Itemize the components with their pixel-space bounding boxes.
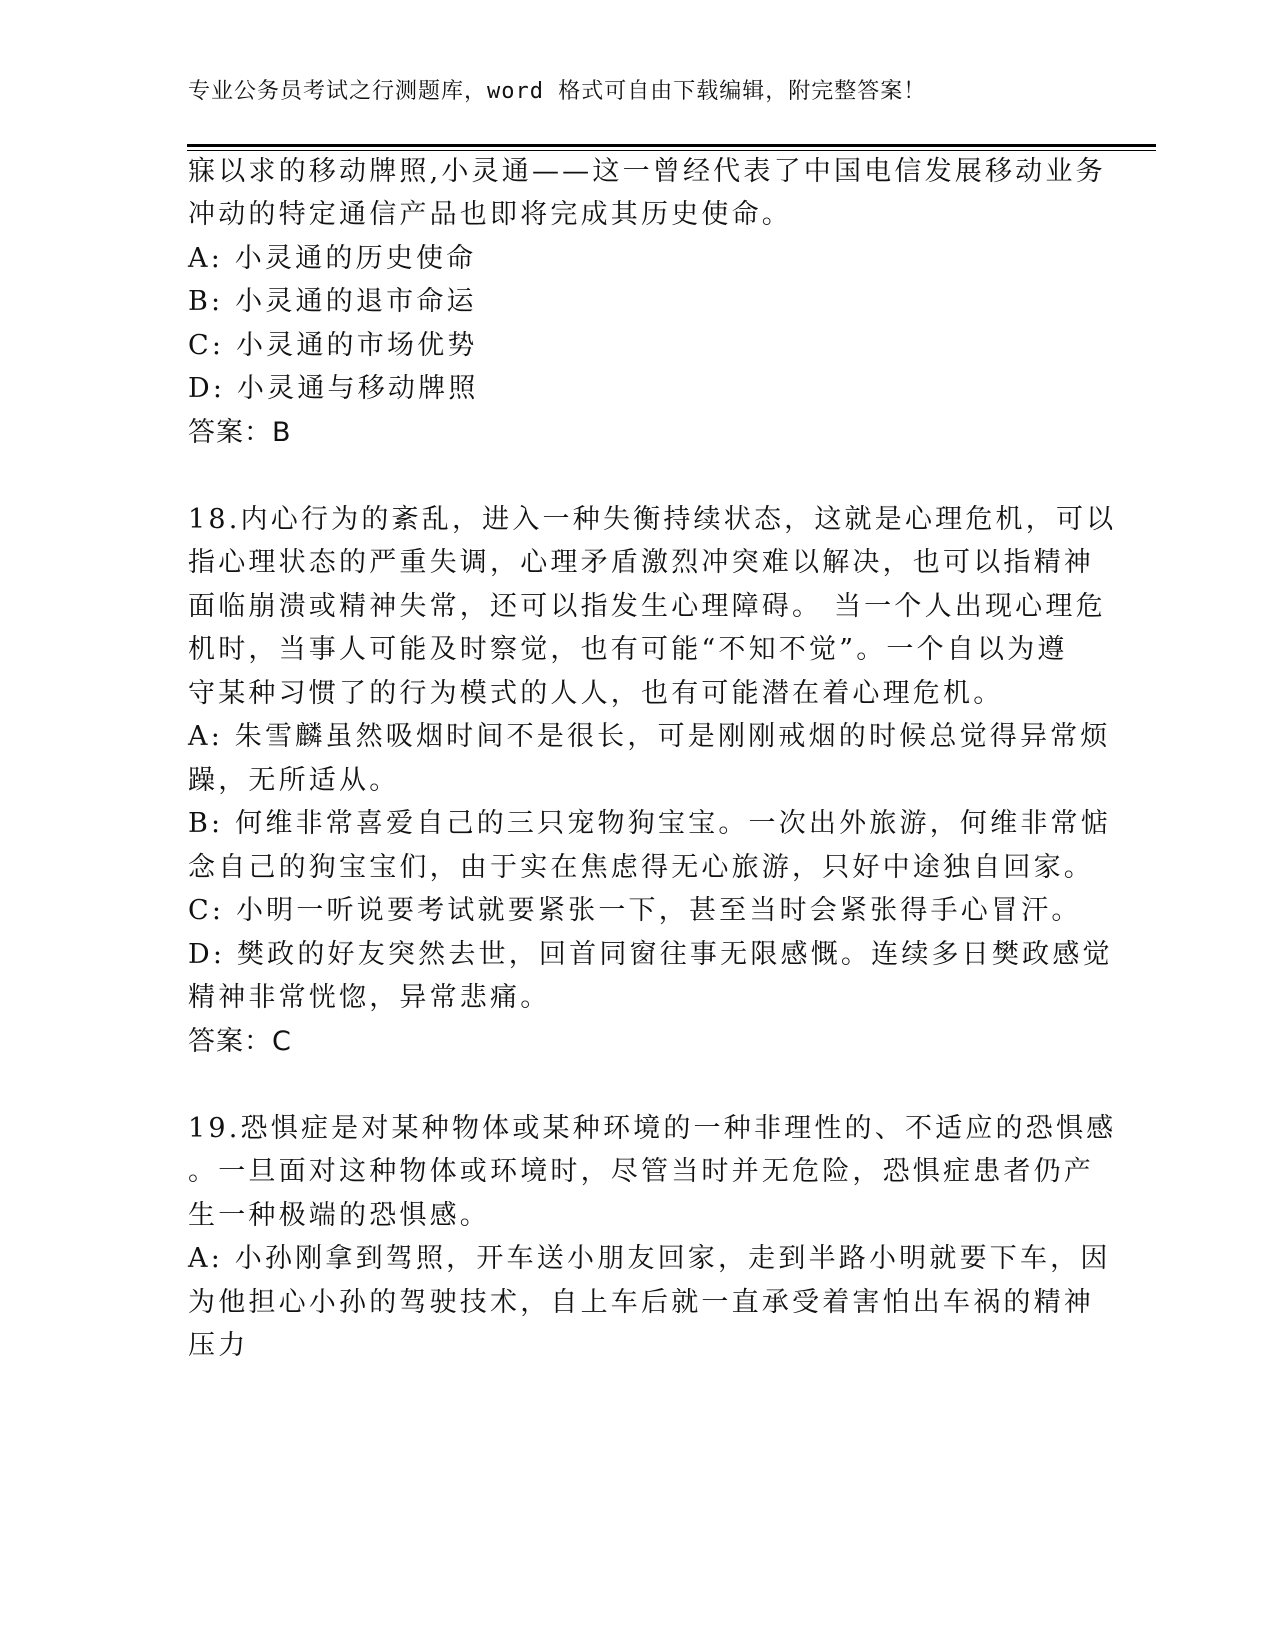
option-c: C: 小明一听说要考试就要紧张一下，甚至当时会紧张得手心冒汗。 [188, 895, 1082, 926]
option-a-cont: 躁，无所适从。 [188, 765, 400, 796]
body-line: 冲动的特定通信产品也即将完成其历史使命。 [188, 199, 792, 230]
option-a-cont: 压力 [188, 1330, 249, 1361]
option-c: C: 小灵通的市场优势 [188, 330, 478, 361]
page-header: 专业公务员考试之行测题库，word 格式可自由下载编辑，附完整答案！ [188, 79, 927, 104]
header-rule-thin [187, 150, 1156, 151]
body-line: 生一种极端的恐惧感。 [188, 1200, 490, 1231]
option-d: D: 小灵通与移动牌照 [188, 373, 479, 404]
body-line: 指心理状态的严重失调，心理矛盾激烈冲突难以解决，也可以指精神 [188, 547, 1094, 578]
option-b: B: 小灵通的退市命运 [188, 286, 477, 317]
option-d: D: 樊政的好友突然去世，回首同窗往事无限感慨。连续多日樊政感觉 [188, 939, 1113, 970]
body-line: 机时，当事人可能及时察觉，也有可能“不知不觉”。一个自以为遵 [188, 634, 1068, 665]
option-b: B: 何维非常喜爱自己的三只宠物狗宝宝。一次出外旅游，何维非常惦 [188, 808, 1111, 839]
answer: 答案：B [188, 417, 292, 448]
body-line: 寐以求的移动牌照,小灵通——这一曾经代表了中国电信发展移动业务 [188, 156, 1106, 187]
option-a-cont: 为他担心小孙的驾驶技术，自上车后就一直承受着害怕出车祸的精神 [188, 1287, 1094, 1318]
answer: 答案：C [188, 1026, 292, 1057]
body-line: 面临崩溃或精神失常，还可以指发生心理障碍。 当一个人出现心理危 [188, 591, 1106, 622]
option-d-cont: 精神非常恍惚，异常悲痛。 [188, 982, 551, 1013]
option-b-cont: 念自己的狗宝宝们，由于实在焦虑得无心旅游，只好中途独自回家。 [188, 852, 1094, 883]
question-19: 19.恐惧症是对某种物体或某种环境的一种非理性的、不适应的恐惧感 [188, 1113, 1117, 1144]
body-line: 。一旦面对这种物体或环境时，尽管当时并无危险，恐惧症患者仍产 [188, 1156, 1094, 1187]
question-18: 18.内心行为的紊乱，进入一种失衡持续状态，这就是心理危机，可以 [188, 504, 1117, 535]
option-a: A: 朱雪麟虽然吸烟时间不是很长，可是刚刚戒烟的时候总觉得异常烦 [188, 721, 1111, 752]
option-a: A: 小灵通的历史使命 [188, 243, 477, 274]
body-line: 守某种习惯了的行为模式的人人，也有可能潜在着心理危机。 [188, 678, 1004, 709]
option-a: A: 小孙刚拿到驾照，开车送小朋友回家，走到半路小明就要下车，因 [188, 1243, 1111, 1274]
header-rule-thick [187, 144, 1156, 147]
